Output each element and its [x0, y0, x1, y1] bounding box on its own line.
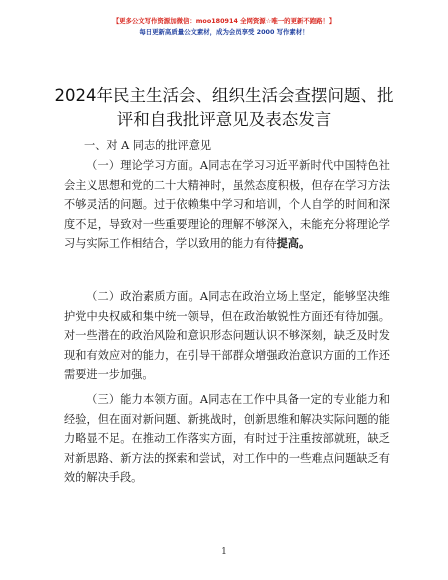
document-title: [40, 84, 408, 132]
section-heading-1: 一、对 A 同志的批评意见: [84, 139, 212, 152]
promo-banner-line-1: 【更多公文写作资源加微信：moo180914 全网资源☆唯一的更新不跑路！】: [112, 17, 336, 25]
paragraph-theory-study-text: （一）理论学习方面。A同志在学习习近平新时代中国特色社会主义思想和党的二十大精神时，虽然态度积极，但存在学习方法不够灵活的问题。过于依赖集中学习和培训，个人自学的时间和深度不足，导致对一些重要理论的理解不够深入，未能充分将理论学习与实际工作相结合，学以致用的能力有待: [64, 159, 390, 251]
page-number: 1: [221, 547, 227, 557]
paragraph-political-quality: [64, 287, 390, 385]
paragraph-capability-text: （三）能力本领方面。A同志在工作中具备一定的专业能力和经验，但在面对新问题、新挑战时，创新思维和解决实际问题的能力略显不足。在推动工作落实方面，有时过于注重按部就班，缺乏对新思路、新方法的探索和尝试，对工作中的一些难点问题缺乏有效的解决手段。: [64, 393, 390, 485]
paragraph-political-quality-text: （二）政治素质方面。A同志在政治立场上坚定，能够坚决维护党中央权威和集中统一领导，但在政治敏锐性方面还有待加强。对一些潜在的政治风险和意识形态问题认识不够深刻，缺乏及时发现和有效应对的能力，在引导干部群众增强政治意识方面的工作还需要进一步加强。: [64, 290, 390, 382]
paragraph-theory-study-tail: 提高。: [276, 236, 311, 251]
promo-banner-line-2: 每日更新高质量公文素材，成为会员享受 2000 写作素材！: [139, 28, 309, 36]
paragraph-theory-study: [64, 156, 390, 254]
document-title-line-2: 评和自我批评意见及表态发言: [116, 110, 332, 129]
paragraph-capability: [64, 390, 390, 488]
document-title-line-1: 2024年民主生活会、组织生活会查摆问题、批: [54, 86, 394, 105]
